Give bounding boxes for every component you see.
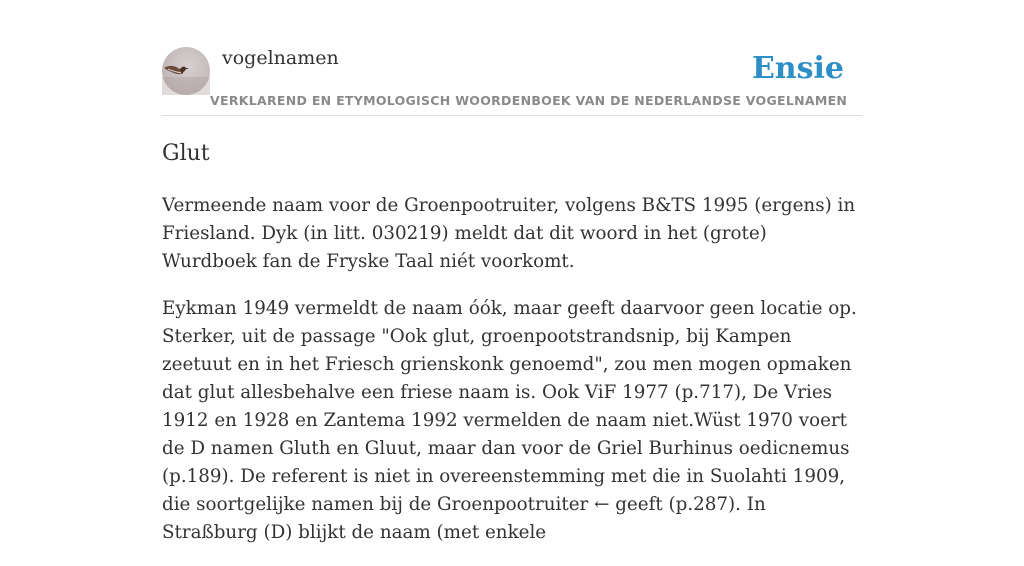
- entry-paragraph: Eykman 1949 vermeldt de naam óók, maar geeft daarvoor geen locatie op. Sterker, uit de passage "Ook glut, groenpootstrandsnip, bij Kampen zeetuut en in het Friesch grienskonk genoemd", zou men mogen opmaken dat glut allesbehalve een friese naam is. Ook ViF 1977 (p.717), De Vries 1912 en 1928 en Zantema 1992 vermelden de naam niet.Wüst 1970 voert de D namen Gluth en Gluut, maar dan voor de Griel Burhinus oedicnemus (p.189). De referent is niet in overeenstemming met die in Suolahti 1909, die soortgelijke namen bij de Groenpootruiter ← geeft (p.287). In Straßburg (D) blijkt de naam (met enkele: [162, 298, 857, 543]
- entry-title: Glut: [162, 141, 210, 166]
- entry-paragraph: Vermeende naam voor de Groenpootruiter, volgens B&TS 1995 (ergens) in Friesland. Dyk (in litt. 030219) meldt dat dit woord in het (grote) Wurdboek fan de Fryske Taal niét voorkomt.: [162, 195, 856, 272]
- entry-body: [162, 192, 862, 566]
- site-subtitle: VERKLAREND EN ETYMOLOGISCH WOORDENBOEK VAN DE NEDERLANDSE VOGELNAMEN: [210, 93, 848, 108]
- site-name[interactable]: vogelnamen: [222, 47, 339, 69]
- header-divider: [162, 115, 862, 116]
- bird-icon: [162, 47, 210, 95]
- bird-photo-avatar[interactable]: [162, 47, 210, 95]
- brand-logo[interactable]: Ensie: [751, 51, 844, 86]
